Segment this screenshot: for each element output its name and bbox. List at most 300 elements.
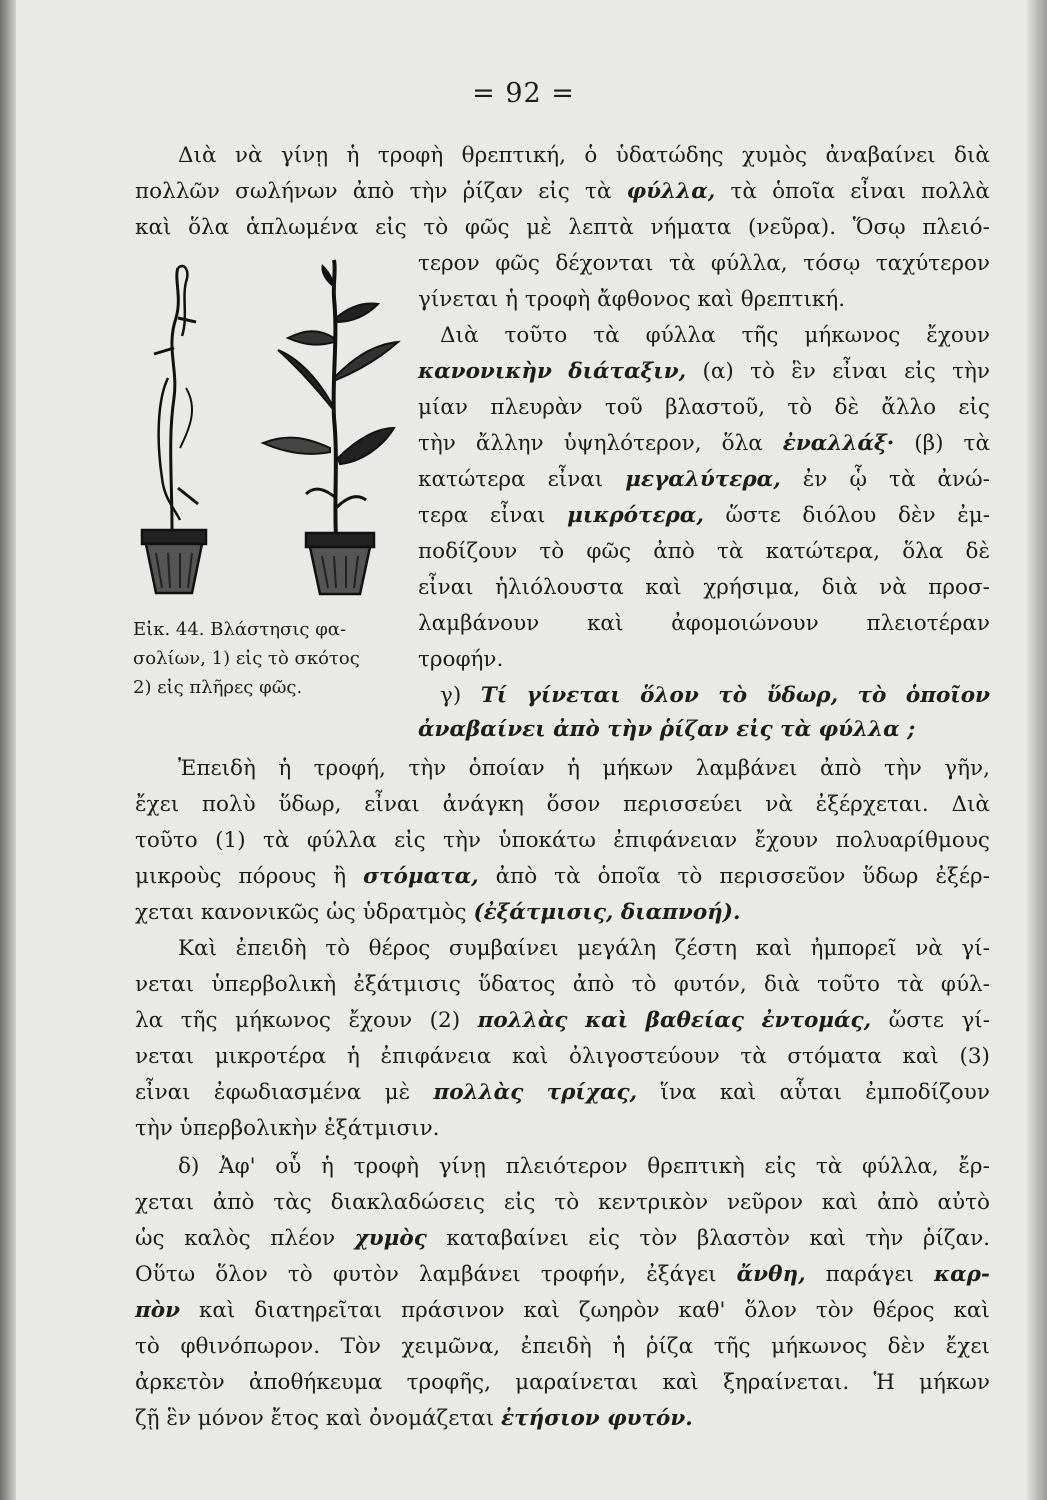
word: ἀφομοιώνουν: [671, 611, 819, 636]
word: τροφή,: [313, 756, 386, 781]
word: λαμβάνει: [418, 1262, 521, 1287]
plant-in-light: [263, 260, 398, 538]
word: Καὶ: [178, 936, 218, 961]
word: γί-: [961, 1008, 990, 1033]
word: τροφῆς,: [406, 1370, 491, 1395]
word: τὸ: [750, 359, 775, 384]
text-line: [135, 1408, 693, 1430]
pot-right: [306, 533, 374, 594]
word: διόλου: [802, 503, 877, 528]
text-line: [178, 145, 990, 167]
word: νεται: [135, 1044, 195, 1069]
word: γῆν,: [944, 756, 990, 781]
word: πολλὰ: [921, 179, 990, 204]
word: ῥίζα: [645, 1334, 694, 1359]
text-line: [418, 613, 990, 635]
word: πλειό-: [922, 215, 990, 240]
word: τὸ: [718, 683, 748, 708]
word: μήκωνος: [235, 1008, 331, 1033]
text-line: [135, 1300, 990, 1322]
word: ζωηρὸν: [578, 1298, 660, 1323]
word: ᾧ: [849, 467, 867, 492]
word: καὶ: [135, 215, 172, 240]
word: τοῦ: [604, 395, 643, 420]
word: κατώτερα,: [765, 539, 881, 564]
word: διατηρεῖται: [254, 1298, 383, 1323]
word: φυτὸν: [332, 1262, 399, 1287]
word: ὑδατώδης: [615, 143, 724, 168]
word: (β): [914, 431, 944, 456]
word: φυτόν,: [673, 972, 747, 997]
word: ἀρκετὸν: [135, 1370, 225, 1395]
word: λεπτὰ: [568, 215, 634, 240]
word: φθινόπωρον.: [180, 1334, 321, 1359]
text-line: [135, 902, 740, 924]
word: σωλήνων: [235, 179, 338, 204]
word: ἀπὸ: [877, 1190, 919, 1215]
text-line: [178, 938, 990, 960]
word: ῥίζαν: [462, 179, 523, 204]
word: χυμὸς: [742, 143, 808, 168]
word: καὶ: [585, 1008, 629, 1033]
word: ἡλιόλουστα: [495, 575, 624, 600]
word: Διὰ: [178, 143, 217, 168]
word: νὰ: [915, 936, 943, 961]
word: τὸ: [554, 1190, 580, 1215]
word: εἶναι: [135, 1080, 191, 1105]
word: ἀνώ-: [937, 467, 990, 492]
word: στόματα,: [363, 864, 479, 889]
word: πόρους: [238, 864, 317, 889]
word: ἠμπορεῖ: [810, 936, 897, 961]
word: ἡ: [320, 1154, 334, 1179]
word: περισσεύει: [623, 792, 743, 817]
word: ἀναβαίνει: [825, 143, 936, 168]
text-line: [135, 1082, 990, 1104]
word: τοῦτο: [135, 828, 198, 853]
emphasis-text: ἀναβαίνει ἀπὸ τὴν ῥίζαν εἰς τὰ φύλλα ;: [418, 717, 916, 742]
word: εἰς: [958, 395, 990, 420]
text-line: [135, 1046, 990, 1068]
word: καὶ: [523, 1298, 560, 1323]
word: γίνῃ: [438, 1154, 486, 1179]
word: καὶ: [586, 611, 624, 636]
word: τοῦτο: [504, 323, 568, 348]
text-line: [135, 1192, 990, 1214]
word: (3): [959, 1044, 990, 1069]
text-line: [418, 433, 990, 455]
word: μικροτέρα: [214, 1044, 327, 1069]
text-line: [135, 1118, 440, 1140]
word: (α): [702, 359, 734, 384]
text-line: [135, 217, 990, 239]
text-line: [135, 1264, 990, 1286]
word: καθ': [678, 1298, 726, 1323]
word: θέρος: [368, 936, 431, 961]
word: ἀνάγκη: [442, 792, 524, 817]
word: τὴν: [883, 756, 922, 781]
word: φύλλα: [306, 828, 377, 853]
word: τὴν: [408, 756, 447, 781]
caption-line: Εἰκ. 44. Βλάστησις φα-: [133, 619, 347, 640]
word: ὁποίαν: [468, 756, 545, 781]
word: τῆς: [713, 1334, 751, 1359]
word: χειμῶνα,: [401, 1334, 501, 1359]
word: ὑψηλότερον,: [563, 431, 702, 456]
word: ἐπιφάνεια: [380, 1044, 492, 1069]
word: αὗται: [779, 1080, 842, 1105]
word: τὰ: [889, 467, 916, 492]
word: τὴν: [952, 359, 990, 384]
word: εἰς: [375, 215, 407, 240]
word: βλαστὸν: [696, 1226, 791, 1251]
word: τὸ: [857, 683, 887, 708]
word: λα: [135, 1008, 164, 1033]
word: νὰ: [765, 792, 793, 817]
text-line: [178, 1156, 990, 1178]
word: ἐφωδιασμένα: [213, 1080, 362, 1105]
word: ἡ: [612, 1334, 626, 1359]
word: συμβαίνει: [448, 936, 559, 961]
page-binding-shadow: [0, 0, 16, 1500]
word: καὶ: [198, 1298, 236, 1323]
text-line: [135, 181, 990, 203]
word: καὶ: [821, 1190, 859, 1215]
word: βλαστοῦ,: [665, 395, 766, 420]
word: (1): [215, 828, 246, 853]
word: πὸν: [135, 1298, 180, 1323]
word: καὶ: [953, 1298, 990, 1323]
word: φῶς: [464, 215, 510, 240]
text-line: [440, 685, 990, 707]
word: ὀλιγοστεύουν: [569, 1044, 720, 1069]
word: τὸ: [677, 864, 703, 889]
emphasis-text: ἐτήσιον φυτόν.: [501, 1406, 693, 1431]
word: ἐπιφάνειαν: [613, 828, 738, 853]
text-run: γίνεται ἡ τροφὴ ἄφθονος καὶ θρεπτική.: [418, 287, 846, 312]
word: τὰ: [815, 1154, 843, 1179]
bean-plants-illustration: [128, 258, 408, 608]
word: ἀπὸ: [495, 864, 538, 889]
word: τὸν: [815, 1298, 854, 1323]
word: ὁποῖον: [905, 683, 990, 708]
word: δέχονται: [555, 251, 654, 276]
word: μήκων: [919, 1370, 990, 1395]
word: τερα: [418, 503, 469, 528]
word: πολλὰς: [477, 1008, 568, 1033]
word: στόματα: [787, 1044, 882, 1069]
word: εἶναι: [364, 792, 420, 817]
word: ἐντομάς,: [761, 1008, 872, 1033]
word: ὅλον: [744, 1298, 797, 1323]
pot-left: [142, 530, 206, 593]
word: τὰς: [273, 1190, 312, 1215]
text-line: [135, 1336, 990, 1358]
word: μὲ: [526, 215, 552, 240]
word: νεῦρον: [726, 1190, 803, 1215]
word: μαραίνεται: [515, 1370, 639, 1395]
word: τερον: [418, 251, 480, 276]
word: ἀπὸ: [352, 179, 395, 204]
word: ἡ: [278, 756, 292, 781]
word: παράγει: [825, 1262, 914, 1287]
word: τρίχας,: [546, 1080, 638, 1105]
word: τροφήν,: [540, 1262, 627, 1287]
word: ὁποῖα: [597, 864, 661, 889]
word: ὥστε: [725, 503, 781, 528]
text-line: [135, 974, 990, 996]
word: τὰ: [730, 179, 757, 204]
word: τὸ: [423, 215, 449, 240]
word: μίαν: [418, 395, 468, 420]
word: ὅσον: [546, 792, 601, 817]
word: ὕδωρ: [862, 864, 919, 889]
word: καὶ: [662, 1370, 699, 1395]
word: ἀπὸ: [212, 1190, 255, 1215]
word: ἔχει: [135, 792, 180, 817]
word: ὕδατος: [478, 972, 556, 997]
word: τοῦτο: [817, 972, 880, 997]
word: ἄλλο: [881, 395, 937, 420]
word: φῶς: [495, 251, 540, 276]
word: ἀπὸ: [819, 756, 862, 781]
word: μήκωνος: [804, 323, 901, 348]
word: Ἀφ': [219, 1154, 256, 1179]
word: πλειοτέραν: [866, 611, 990, 636]
word: μεγάλη: [577, 936, 657, 961]
word: τὸ: [135, 1334, 160, 1359]
word: εἰς: [764, 1154, 797, 1179]
text-line: [178, 758, 990, 780]
word: ὑποκάτω: [498, 828, 596, 853]
word: ὁποῖα: [772, 179, 836, 204]
text-line: [135, 1372, 990, 1394]
word: προσ-: [928, 575, 990, 600]
word: αὐτὸ: [937, 1190, 990, 1215]
word: δὲ: [834, 395, 860, 420]
word: τὸ: [787, 395, 813, 420]
word: καὶ: [645, 575, 682, 600]
word: ἡ: [346, 1044, 360, 1069]
word: πράσινον: [401, 1298, 505, 1323]
word: ὅλον: [640, 683, 699, 708]
word: μικρότερα,: [567, 503, 704, 528]
word: τὸ: [287, 1262, 313, 1287]
word: φύλλα,: [626, 179, 716, 204]
word: χρήσιμα,: [703, 575, 801, 600]
word: εἰς: [538, 179, 570, 204]
word: ἐμποδίζουν: [865, 1080, 990, 1105]
word: εἰς: [904, 359, 936, 384]
word: φῶς: [586, 539, 632, 564]
word: ἄλλην: [475, 431, 544, 456]
word: τροφὴ: [377, 143, 444, 168]
word: ταχύτερον: [875, 251, 990, 276]
caption-line: 2) εἰς πλῆρες φῶς.: [133, 677, 303, 698]
word: Οὕτω: [135, 1262, 196, 1287]
word: Τὸν: [340, 1334, 381, 1359]
word: καὶ: [809, 1226, 846, 1251]
word: γί-: [961, 936, 990, 961]
word: ἵνα: [660, 1080, 697, 1105]
word: διὰ: [763, 972, 800, 997]
word: ὑπερβολικὴ: [211, 972, 337, 997]
word: ἐπειδὴ: [520, 1334, 592, 1359]
word: τὰ: [554, 864, 581, 889]
text-line: [418, 541, 990, 563]
word: πλέον: [270, 1226, 336, 1251]
word: Διὰ: [951, 792, 990, 817]
word: κανονικὴν: [418, 359, 552, 384]
text-line: [440, 325, 990, 347]
word: νήματα: [650, 215, 732, 240]
word: τὰ: [963, 431, 990, 456]
word: τὴν: [409, 179, 448, 204]
text-line: [135, 1010, 990, 1032]
text-line: [135, 866, 990, 888]
word: πολὺ: [201, 792, 256, 817]
word: θρεπτική,: [461, 143, 566, 168]
text-line: [135, 1228, 990, 1250]
emphasis-text: (ἐξάτμισις, διαπνοή).: [473, 900, 741, 925]
word: ὅλα: [721, 431, 763, 456]
text-line: [418, 361, 990, 383]
text-run: ζῇ ἓν μόνον ἔτος καὶ ὀνομάζεται: [135, 1406, 502, 1431]
word: εἶναι: [489, 503, 546, 528]
word: κατώτερα: [418, 467, 526, 492]
text-line: [135, 794, 990, 816]
text-line: [418, 397, 990, 419]
word: μεγαλύτερα,: [625, 467, 781, 492]
word: εἰς: [394, 828, 426, 853]
word: ἐπειδὴ: [235, 936, 307, 961]
word: ὕδωρ,: [278, 792, 342, 817]
word: τὰ: [897, 972, 924, 997]
word: ἐμ-: [957, 503, 990, 528]
word: τὰ: [717, 539, 744, 564]
word: εἶναι: [850, 179, 906, 204]
word: καὶ: [755, 936, 792, 961]
word: δὲ: [965, 539, 990, 564]
word: τῆς: [741, 323, 779, 348]
word: διὰ: [821, 575, 858, 600]
word: ὁ: [584, 143, 598, 168]
word: δὲν: [897, 503, 936, 528]
word: τὰ: [263, 828, 290, 853]
word: τὰ: [593, 323, 620, 348]
text-line: [418, 577, 990, 599]
word: διὰ: [954, 143, 990, 168]
text-run: τὴν ὑπερβολικὴν ἐξάτμισιν.: [135, 1116, 440, 1141]
word: εἰς: [588, 1226, 620, 1251]
word: ὅλα: [902, 539, 944, 564]
word: τὰ: [668, 251, 696, 276]
word: περισσεῦον: [719, 864, 846, 889]
word: ἄνθη,: [736, 1262, 806, 1287]
word: καὶ: [719, 1080, 757, 1105]
word: ἓν: [791, 359, 816, 384]
word: καὶ: [902, 1044, 939, 1069]
word: ξηραίνεται.: [723, 1370, 850, 1395]
word: ἔρ-: [958, 1154, 990, 1179]
word: τροφὴ: [353, 1154, 419, 1179]
word: τόσῳ: [803, 251, 861, 276]
word: ἡ: [567, 756, 580, 781]
word: θρεπτικὴ: [647, 1154, 745, 1179]
word: καλὸς: [184, 1226, 251, 1251]
word: ἐξάτμισις: [353, 972, 461, 997]
word: ἁπλωμένα: [245, 215, 359, 240]
word: ἢ: [333, 864, 347, 889]
word: ὡς: [135, 1226, 165, 1251]
word: Τί: [480, 683, 508, 708]
word: τὰ: [585, 179, 612, 204]
word: τὸ: [539, 539, 565, 564]
word: φύλ-: [940, 972, 990, 997]
word: φύλλα,: [861, 1154, 939, 1179]
word: Ἐπειδὴ: [178, 756, 256, 781]
page-edge-shadow: [1025, 0, 1047, 1500]
word: τὸ: [631, 972, 657, 997]
word: εἰς: [503, 1190, 536, 1215]
word: ὥστε: [888, 1008, 944, 1033]
word: δ): [178, 1154, 200, 1179]
word: γίνῃ: [280, 143, 329, 168]
word: ἀπὸ: [572, 972, 615, 997]
word: πλειότερον: [505, 1154, 628, 1179]
word: πολλῶν: [135, 179, 220, 204]
word: (νεῦρα).: [747, 215, 837, 240]
word: τὴν: [865, 1226, 904, 1251]
word: ποδίζουν: [418, 539, 518, 564]
text-line: [418, 289, 990, 311]
word: Διὰ: [440, 323, 479, 348]
word: κεντρικὸν: [598, 1190, 709, 1215]
caption-line: σολίων, 1) εἰς τὸ σκότος: [133, 648, 360, 669]
word: εἶναι: [547, 467, 604, 492]
word: λαμβάνουν: [418, 611, 540, 636]
text-line: [418, 469, 990, 491]
word: νεται: [135, 972, 195, 997]
word: ἐξάγει: [646, 1262, 717, 1287]
word: καρ-: [933, 1262, 990, 1287]
word: ἀποθήκευμα: [248, 1370, 383, 1395]
text-line: [418, 649, 503, 671]
word: λαμβάνει: [695, 756, 798, 781]
word: νὰ: [234, 143, 263, 168]
word: φύλλα,: [710, 251, 788, 276]
word: (2): [429, 1008, 461, 1033]
word: τὴν: [418, 431, 456, 456]
word: ἐξέρχεται.: [815, 792, 929, 817]
word: μήκωνος: [771, 1334, 867, 1359]
word: γίνεται: [526, 683, 621, 708]
word: καταβαίνει: [446, 1226, 569, 1251]
word: ἔχουν: [754, 828, 819, 853]
text-line: [418, 253, 990, 275]
word: ὅλα: [188, 215, 230, 240]
text-run: χεται κανονικῶς ὡς ὑδρατμὸς: [135, 900, 474, 925]
word: τῆς: [180, 1008, 218, 1033]
word: διάταξιν,: [568, 359, 687, 384]
word: ζέστη: [674, 936, 738, 961]
word: πολυαρίθμους: [835, 828, 990, 853]
word: τὴν: [443, 828, 481, 853]
text-run: τροφήν.: [418, 647, 504, 672]
word: πολλὰς: [433, 1080, 524, 1105]
word: χεται: [135, 1190, 195, 1215]
word: τὸν: [639, 1226, 678, 1251]
